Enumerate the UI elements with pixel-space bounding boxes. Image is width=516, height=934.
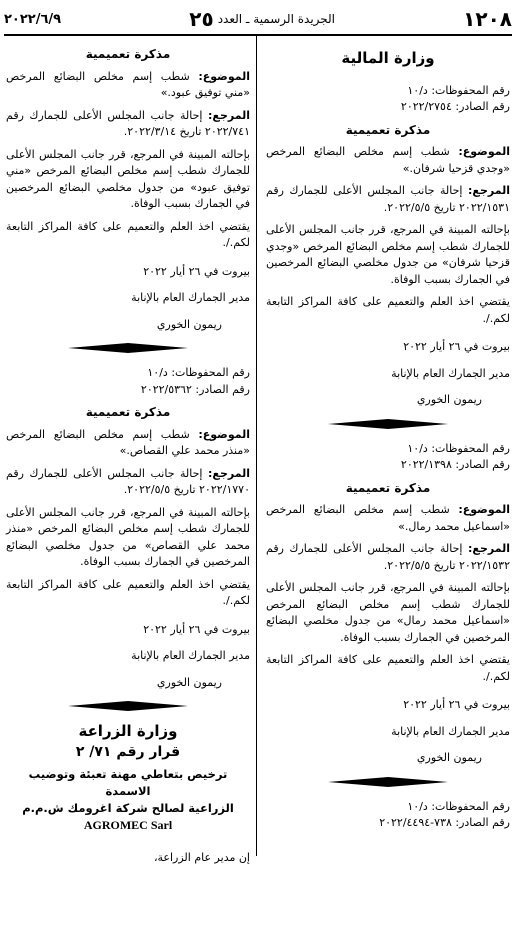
memo-ismail [266,441,510,767]
subject-text: شطب إسم مخلص البضائع المرخص «وجدي قزحيا شرفان.» [266,145,510,175]
decision-title-line1: ترخيص بتعاطي مهنة تعبئة وتوضيب الاسمدة [28,767,228,798]
signature-place-date: بيروت في ٢٦ أيار ٢٠٢٢ [403,340,510,353]
memo-archive-number: رقم المحفوظات: د/١٠ [407,799,510,813]
memo-subject [6,427,250,460]
memo-signature [266,339,510,409]
memo-notice: يقتضي اخذ العلم والتعميم على كافة المراكز التابعة لكم./. [6,219,250,249]
memo-body: بإحالته المبينة في المرجع، قرر جانب المجلس الأعلى للجمارك شطب إسم مخلص البضائع المرخص «منذر محمد علي القصاص» من جدول مخلصي البضائع المرخصين في الجمارك بسبب الوفاة. [6,505,250,568]
memo-title: مذكرة تعميمية [345,480,431,495]
memo-notice: يقتضي اخذ العلم والتعميم على كافة المراكز التابعة لكم./. [6,577,250,607]
decision-opening: إن مدير عام الزراعة، [153,850,250,864]
subject-text: شطب إسم مخلص البضائع المرخص «اسماعيل محمد رمال.» [266,503,510,533]
ministry-finance-title: وزارة المالية [341,49,435,67]
signature-title: مدير الجمارك العام بالإنابة [391,724,510,738]
decision-title-line2: الزراعية لصالح شركة اغرومك ش.م.م [22,801,234,815]
header-date: ٢٠٢٢/٦/٩ [4,11,62,27]
subject-text: شطب إسم مخلص البضائع المرخص «مني توفيق عبود.» [6,69,250,99]
memo-issued-number: رقم الصادر: ٢٠٢٢/٢٧٥٤ [400,100,510,113]
memo-title: مذكرة تعميمية [85,405,171,419]
memo-reference [6,108,250,141]
memo-archive-number: رقم المحفوظات: د/١٠ [407,441,510,455]
reference-label: المرجع: [468,184,510,197]
section-divider-ornament [6,343,250,353]
reference-text: إحالة جانب المجلس الأعلى للجمارك رقم ٢٠٢٢/١٧٧٠ تاريخ ٢٠٢٢/٥/٥. [6,466,250,496]
memo-subject [6,69,250,102]
section-divider-ornament [266,419,510,429]
column-divider [256,36,257,856]
memo-title: مذكرة تعميمية [345,122,431,137]
signature-title: مدير الجمارك العام بالإنابة [131,291,250,304]
ministry-agriculture-title: وزارة الزراعة [78,722,178,740]
memo-reference [6,466,250,499]
memo-subject [266,144,510,177]
signature-place-date: بيروت في ٢٦ أيار ٢٠٢٢ [403,698,510,711]
memo-body: بإحالته المبينة في المرجع، قرر جانب المجلس الأعلى للجمارك شطب إسم مخلص البضائع المرخص «مني توفيق عبود» من جدول مخلصي البضائع المرخصين في الجمارك بسبب الوفاة. [6,147,250,210]
memo-issued-number: رقم الصادر: ٧٣٨-٢٠٢٢/٤٤٩٤ [379,816,510,829]
memo-archive-number: رقم المحفوظات: د/١٠ [407,83,510,97]
subject-text: شطب إسم مخلص البضائع المرخص «منذر محمد علي القصاص.» [6,427,250,457]
reference-text: إحالة جانب المجلس الأعلى للجمارك رقم ٢٠٢٢/٧٤١ تاريخ ٢٠٢٢/٣/١٤. [6,108,250,138]
memo-archive-number: رقم المحفوظات: د/١٠ [147,366,250,379]
memo-notice: يقتضي اخذ العلم والتعميم على كافة المراكز التابعة لكم./. [266,295,510,325]
signature-title: مدير الجمارك العام بالإنابة [391,366,510,380]
reference-text: إحالة جانب المجلس الأعلى للجمارك رقم ٢٠٢٢/١٥٣١ تاريخ ٢٠٢٢/٥/٥. [266,184,510,214]
memo-body: بإحالته المبينة في المرجع، قرر جانب المجلس الأعلى للجمارك شطب إسم مخلص البضائع المرخص «اسماعيل محمد رمال» من جدول مخلصي البضائع المرخصين في الجمارك بسبب الوفاة. [266,581,510,644]
memo-third-header [266,799,510,832]
header-journal-info [189,7,335,31]
memo-mona [6,46,250,333]
signature-name: ريمون الخوري [156,675,222,689]
reference-text: إحالة جانب المجلس الأعلى للجمارك رقم ٢٠٢٢/١٥٣٢ تاريخ ٢٠٢٢/٥/٥. [266,542,510,572]
signature-name: ريمون الخوري [156,317,222,331]
memo-subject [266,502,510,535]
memo-issued-number: رقم الصادر: ٢٠٢٢/١٣٩٨ [400,458,510,471]
reference-label: المرجع: [208,466,250,480]
subject-label: الموضوع: [198,427,250,441]
memo-title: مذكرة تعميمية [85,47,171,61]
subject-label: الموضوع: [458,145,510,158]
memo-munther [6,365,250,691]
signature-place-date: بيروت في ٢٦ أيار ٢٠٢٢ [143,622,250,636]
signature-name: ريمون الخوري [416,751,482,764]
reference-label: المرجع: [208,108,250,122]
memo-notice: يقتضي اخذ العلم والتعميم على كافة المراكز التابعة لكم./. [266,653,510,683]
decision-block [6,744,250,834]
memo-reference [266,183,510,216]
memo-reference [266,541,510,574]
right-column [266,40,510,832]
header-page-number: ١٢٠٨ [463,7,512,31]
signature-place-date: بيروت في ٢٦ أيار ٢٠٢٢ [143,264,250,278]
memo-signature [6,264,250,334]
page-header [4,4,512,36]
signature-title: مدير الجمارك العام بالإنابة [131,649,250,662]
memo-body: بإحالته المبينة في المرجع، قرر جانب المجلس الأعلى للجمارك شطب إسم مخلص البضائع المرخص «وجدي قزحيا شرفان» من جدول مخلصي البضائع المرخصين في الجمارك بسبب الوفاة. [266,223,510,286]
decision-company-latin: AGROMEC Sarl [83,818,173,832]
memo-issued-number: رقم الصادر: ٢٠٢٢/٥٣٦٢ [140,382,250,396]
section-divider-ornament [266,777,510,787]
left-column [6,40,250,872]
decision-number: قرار رقم ٧١/ ٢ [75,743,181,760]
subject-label: الموضوع: [458,503,510,516]
reference-label: المرجع: [468,542,510,555]
header-issue-number: ٢٥ [189,7,214,31]
subject-label: الموضوع: [198,69,250,83]
memo-signature [6,622,250,692]
memo-wajdi [266,83,510,409]
header-journal-name: الجريدة الرسمية ـ العدد [217,12,336,26]
signature-name: ريمون الخوري [416,393,482,406]
section-divider-ornament [6,701,250,711]
memo-signature [266,697,510,767]
